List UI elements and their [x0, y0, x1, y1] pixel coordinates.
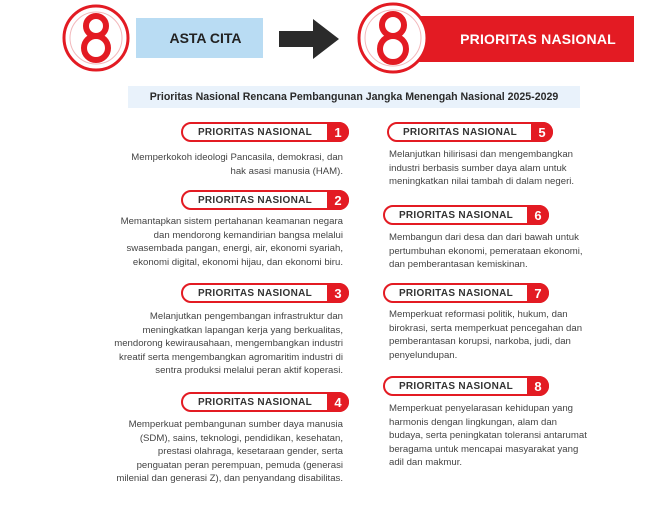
- priority-badge-4: [181, 392, 349, 412]
- desc-line: mendorong kewirausahaan, mengembangkan industri: [114, 338, 343, 350]
- asta-cita-label: ASTA CITA: [169, 30, 242, 46]
- desc-line: Memperkuat pembangunan sumber daya manusia: [128, 419, 343, 430]
- desc-line: Memperkuat reformasi politik, hukum, dan: [389, 309, 568, 320]
- priority-label: PRIORITAS NASIONAL: [402, 126, 518, 138]
- desc-line: swasembada pangan, energi, air, ekonomi syariah,: [126, 243, 343, 255]
- priority-number: 6: [527, 205, 549, 225]
- desc-line: pertumbuhan ekonomi, pemerataan ekonomi,: [389, 245, 583, 257]
- priority-label: PRIORITAS NASIONAL: [197, 194, 313, 206]
- desc-line: penguatan peran perempuan, pemuda (generasi: [136, 459, 343, 471]
- desc-line: Membangun dari desa dan dari bawah untuk: [389, 232, 579, 243]
- priority-badge-6: [383, 205, 549, 225]
- desc-line: beragama untuk mencapai masyarakat yang: [389, 443, 579, 455]
- priority-label: PRIORITAS NASIONAL: [398, 209, 514, 221]
- desc-line: pemberantasan korupsi, narkoba, judi, dan: [389, 336, 571, 348]
- page-subtitle: Prioritas Nasional Rencana Pembangunan Jangka Menengah Nasional 2025-2029: [149, 91, 559, 103]
- desc-line: budaya, serta peningkatan toleransi antarumat: [389, 430, 587, 442]
- priority-badge-8: [383, 376, 549, 396]
- arrow-right-icon: [279, 17, 341, 61]
- priority-label: PRIORITAS NASIONAL: [398, 380, 514, 392]
- prioritas-nasional-box: [412, 16, 634, 62]
- desc-line: hak asasi manusia (HAM).: [230, 165, 343, 177]
- subtitle-band: [128, 86, 580, 108]
- desc-line: harmonis dengan lingkungan, alam dan: [389, 416, 558, 428]
- desc-line: meningkatkan nilai tambah di dalam negeri.: [389, 176, 575, 188]
- desc-line: Melanjutkan pengembangan infrastruktur dan: [149, 311, 343, 322]
- priority-description-5: [389, 148, 649, 189]
- priority-number: 7: [527, 283, 549, 303]
- desc-line: ekonomi digital, ekonomi hijau, dan ekonomi biru.: [132, 256, 343, 268]
- desc-line: adil dan makmur.: [389, 457, 463, 469]
- priority-description-8: [389, 402, 654, 470]
- priority-description-4: [40, 418, 343, 486]
- desc-line: (SDM), sains, teknologi, pendidikan, kesehatan,: [139, 432, 343, 444]
- asta-cita-box: [136, 18, 263, 58]
- priority-badge-7: [383, 283, 549, 303]
- desc-line: dan pemberantasan kemiskinan.: [389, 259, 528, 271]
- desc-line: sentra produksi melalui peran aktif koperasi.: [155, 365, 343, 377]
- priority-description-3: [40, 310, 343, 378]
- desc-line: Memantapkan sistem pertahanan keamanan negara: [120, 216, 343, 227]
- desc-line: Melanjutkan hilirisasi dan mengembangkan: [389, 149, 573, 160]
- prioritas-nasional-label: PRIORITAS NASIONAL: [460, 31, 616, 47]
- priority-number: 8: [527, 376, 549, 396]
- priority-number: 4: [327, 392, 349, 412]
- desc-line: milenial dan generasi Z), dan penyandang disabilitas.: [116, 473, 343, 485]
- desc-line: kreatif serta mengembangkan agromaritim industri di: [119, 351, 343, 363]
- desc-line: industri berbasis sumber daya alam untuk: [389, 162, 567, 174]
- desc-line: dan mendorong kemandirian bangsa melalui: [153, 229, 343, 241]
- priority-description-6: [389, 231, 649, 272]
- priority-number: 5: [531, 122, 553, 142]
- asta-cita-logo-icon: [62, 4, 130, 72]
- priority-description-1: [60, 151, 343, 178]
- desc-line: birokrasi, serta memperkuat pencegahan dan: [389, 322, 583, 334]
- desc-line: Memperkokoh ideologi Pancasila, demokrasi, dan: [131, 152, 343, 163]
- priority-description-7: [389, 308, 649, 362]
- priority-badge-3: [181, 283, 349, 303]
- priority-number: 3: [327, 283, 349, 303]
- priority-description-2: [40, 215, 343, 269]
- priority-badge-1: [181, 122, 349, 142]
- priority-number: 2: [327, 190, 349, 210]
- priority-badge-5: [387, 122, 553, 142]
- priority-number: 1: [327, 122, 349, 142]
- priority-label: PRIORITAS NASIONAL: [398, 287, 514, 299]
- desc-line: Memperkuat penyelarasan kehidupan yang: [389, 403, 574, 414]
- priority-label: PRIORITAS NASIONAL: [197, 396, 313, 408]
- desc-line: penyelundupan.: [389, 349, 458, 361]
- priority-label: PRIORITAS NASIONAL: [197, 126, 313, 138]
- prioritas-logo-icon: [357, 2, 429, 74]
- desc-line: meningkatkan lapangan kerja yang berkualitas,: [142, 324, 343, 336]
- priority-badge-2: [181, 190, 349, 210]
- priority-label: PRIORITAS NASIONAL: [197, 287, 313, 299]
- desc-line: prestasi olahraga, kesetaraan gender, serta: [157, 446, 343, 458]
